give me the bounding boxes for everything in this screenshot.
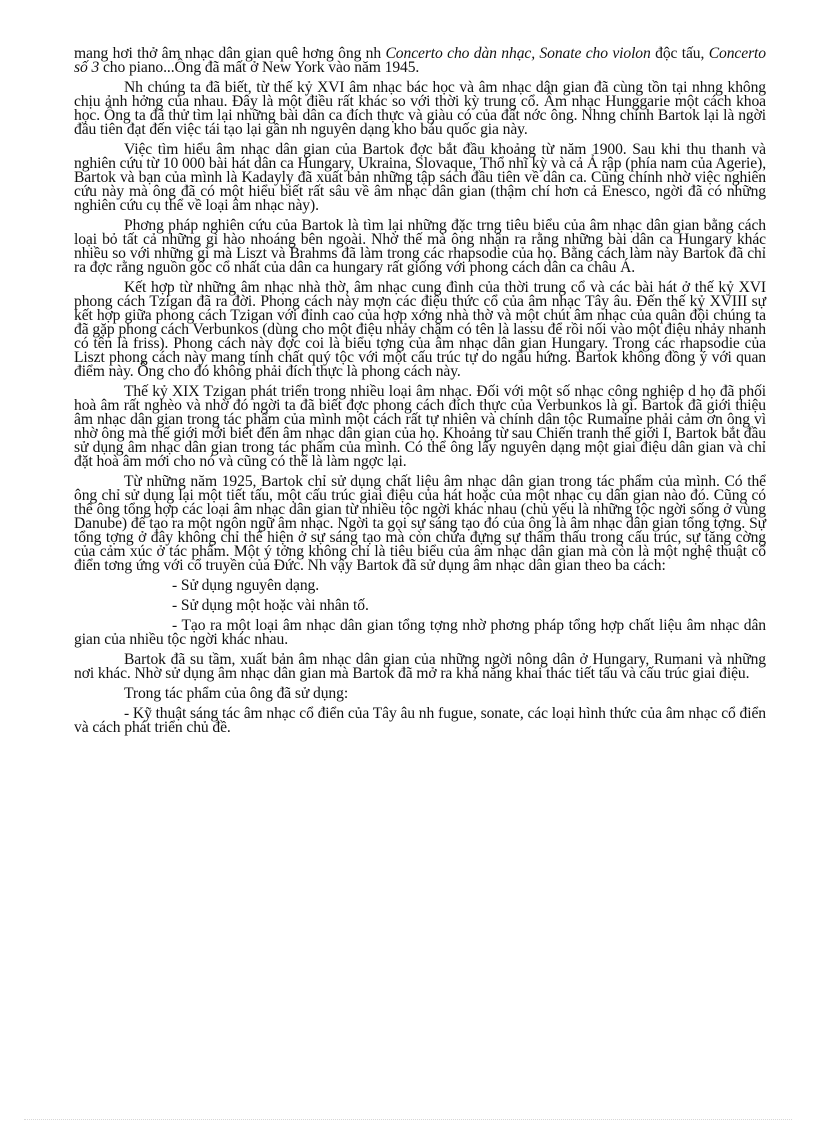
page-footer-divider bbox=[24, 1119, 792, 1120]
work-title: Concerto cho dàn nhạc, Sonate cho violon bbox=[385, 45, 651, 62]
list-item: - Sử dụng nguyên dạng. bbox=[172, 577, 320, 594]
text-span: cho piano...Ông đã mất ở New York vào năm 1945. bbox=[99, 59, 420, 76]
paragraph: Nh chúng ta đã biết, từ thế kỷ XVI âm nhạc bác học và âm nhạc dân gian đã cùng tồn tại nhng không chịu ảnh hởng của nhau. Đây là một điều rất khác so với thời kỳ trung cổ. Âm nhạc Hunggarie một cách khoa học. Ông ta đã thử tìm lại những bài dân ca đích thực và giàu có của đất nớc ông. Nhng chính Bartok lại là ngời đầu tiên đạt đến việc tái tạo lại gần nh nguyên dạng kho báu quốc gia này. bbox=[74, 79, 766, 138]
paragraph: Từ những năm 1925, Bartok chỉ sử dụng chất liệu âm nhạc dân gian trong tác phẩm của mình. Có thể ông chỉ sử dụng lại một tiết tấu, một cấu trúc giai điệu của hát hoặc của một nhạc cụ dân gian nào đó. Cũng có thể ông tổng hợp các loại âm nhạc dân gian từ nhiều tộc ngời khác nhau (chủ yếu là những tộc ngời sống ở vùng Danube) để tạo ra một ngôn ngữ âm nhạc. Ngời ta gọi sự sáng tạo đó của ông là âm nhạc dân gian tổng tợng. Sự tổng tợng ở đây không chỉ thể hiện ở sự sáng tạo mà còn chứa đựng sự thẩm thấu trong cấu trúc, sự tăng cờng của cảm xúc ở tác phẩm. Một ý tởng không chỉ là tiêu biểu của âm nhạc dân gian mà còn là một nghệ thuật cổ điển tơng ứng với cổ truyền của Đức. Nh vậy Bartok đã sử dụng âm nhạc dân gian theo ba cách: bbox=[74, 473, 766, 574]
paragraph-intro bbox=[74, 47, 766, 75]
paragraph: Kết hợp từ những âm nhạc nhà thờ, âm nhạc cung đình của thời trung cổ và các bài hát ở thế kỷ XVI phong cách Tzigan đã ra đời. Phong cách này mợn các điệu thức cổ của âm nhạc Tây âu. Đến thế kỷ XVIII sự kết hợp giữa phong cách Tzigan với đỉnh cao của hợp xớng nhà thờ và một chút âm nhạc của quân đội chúng ta đã gặp phong cách Verbunkos (dùng cho một điệu nhảy chậm có tên là lassu để rồi nối vào một điệu nhảy nhanh có tên là friss). Phong cách này đợc coi là biểu tợng của âm nhạc dân gian Hungary. Trong các rhapsodie của Liszt phong cách này mang tính chất quý tộc với một cấu trúc tự do ngẫu hứng. Bartok không đồng ý với quan điểm này. Ông cho đó không phải đích thực là phong cách này. bbox=[74, 279, 766, 380]
list-item: - Sử dụng một hoặc vài nhân tố. bbox=[172, 597, 369, 614]
work-title: Concerto số 3 bbox=[74, 45, 766, 76]
list-item: - Tạo ra một loại âm nhạc dân gian tổng tợng nhờ phơng pháp tổng hợp chất liệu âm nhạc dân gian của nhiều tộc ngời khác nhau. bbox=[74, 617, 766, 648]
paragraph: Phơng pháp nghiên cứu của Bartok là tìm lại những đặc trng tiêu biểu của âm nhạc dân gian bằng cách loại bỏ tất cả những gì hào nhoáng bên ngoài. Nhờ thế mà ông nhận ra rằng những bài dân ca Hungary khác nhiều so với những gì mà Liszt và Brahms đã làm trong các rhapsodie của họ. Bằng cách làm này Bartok đã chỉ ra đợc rằng nguồn gốc cổ nhất của dân ca hungary rất giống với phong cách dân ca châu Á. bbox=[74, 217, 766, 276]
paragraph: Thế kỷ XIX Tzigan phát triển trong nhiều loại âm nhạc. Đối với một số nhạc công nghiệp d họ đã phối hoà âm rất nghèo và nhờ đó ngời ta đã biết đợc phong cách đích thực của Verbunkos là gì. Bartok đã giới thiệu âm nhạc dân gian trong tác phẩm của mình một cách rất tự nhiên và chính dân tộc Rumaine phải cảm ơn ông vì nhờ ông mà thế giới mới biết đến âm nhạc dân gian của họ. Khoảng từ sau Chiến tranh thế giới I, Bartok bắt đầu sử dụng âm nhạc dân gian trong tác phẩm của mình. Có thể ông lấy nguyên dạng một giai điệu dân gian và chỉ đặt hoà âm mới cho nó và cũng có thể là làm ngợc lại. bbox=[74, 383, 766, 470]
text-span: mang hơi thở âm nhạc dân gian quê hơng ông nh bbox=[74, 45, 386, 62]
list-item: - Kỹ thuật sáng tác âm nhạc cổ điển của Tây âu nh fugue, sonate, các loại hình thức của âm nhạc cổ điển và cách phát triển chủ đề. bbox=[74, 705, 766, 736]
document-page bbox=[74, 47, 766, 741]
paragraph: Việc tìm hiểu âm nhạc dân gian của Bartok đợc bắt đầu khoảng từ năm 1900. Sau khi thu thanh và nghiên cứu từ 10 000 bài hát dân ca Hungary, Ukraina, Slovaque, Thổ nhĩ kỳ và cả Ả rập (phía nam của Agerie), Bartok và bạn của mình là Kadayly đã xuất bản những tập sách đầu tiên về dân ca. Cũng chính nhờ việc nghiên cứu này mà ông đã có một hiểu biết rất sâu về âm nhạc dân gian (thậm chí hơn cả Enesco, ngời đã có những nghiên cứu cụ thể về loại âm nhạc này). bbox=[74, 141, 766, 214]
paragraph: Trong tác phẩm của ông đã sử dụng: bbox=[124, 685, 349, 702]
paragraph: Bartok đã su tầm, xuất bản âm nhạc dân gian của những ngời nông dân ở Hungary, Rumani và những nơi khác. Nhờ sử dụng âm nhạc dân gian mà Bartok đã mở ra khả năng khai thác tiết tấu và cấu trúc giai điệu. bbox=[74, 651, 766, 682]
text-span: độc tấu, bbox=[650, 45, 709, 62]
